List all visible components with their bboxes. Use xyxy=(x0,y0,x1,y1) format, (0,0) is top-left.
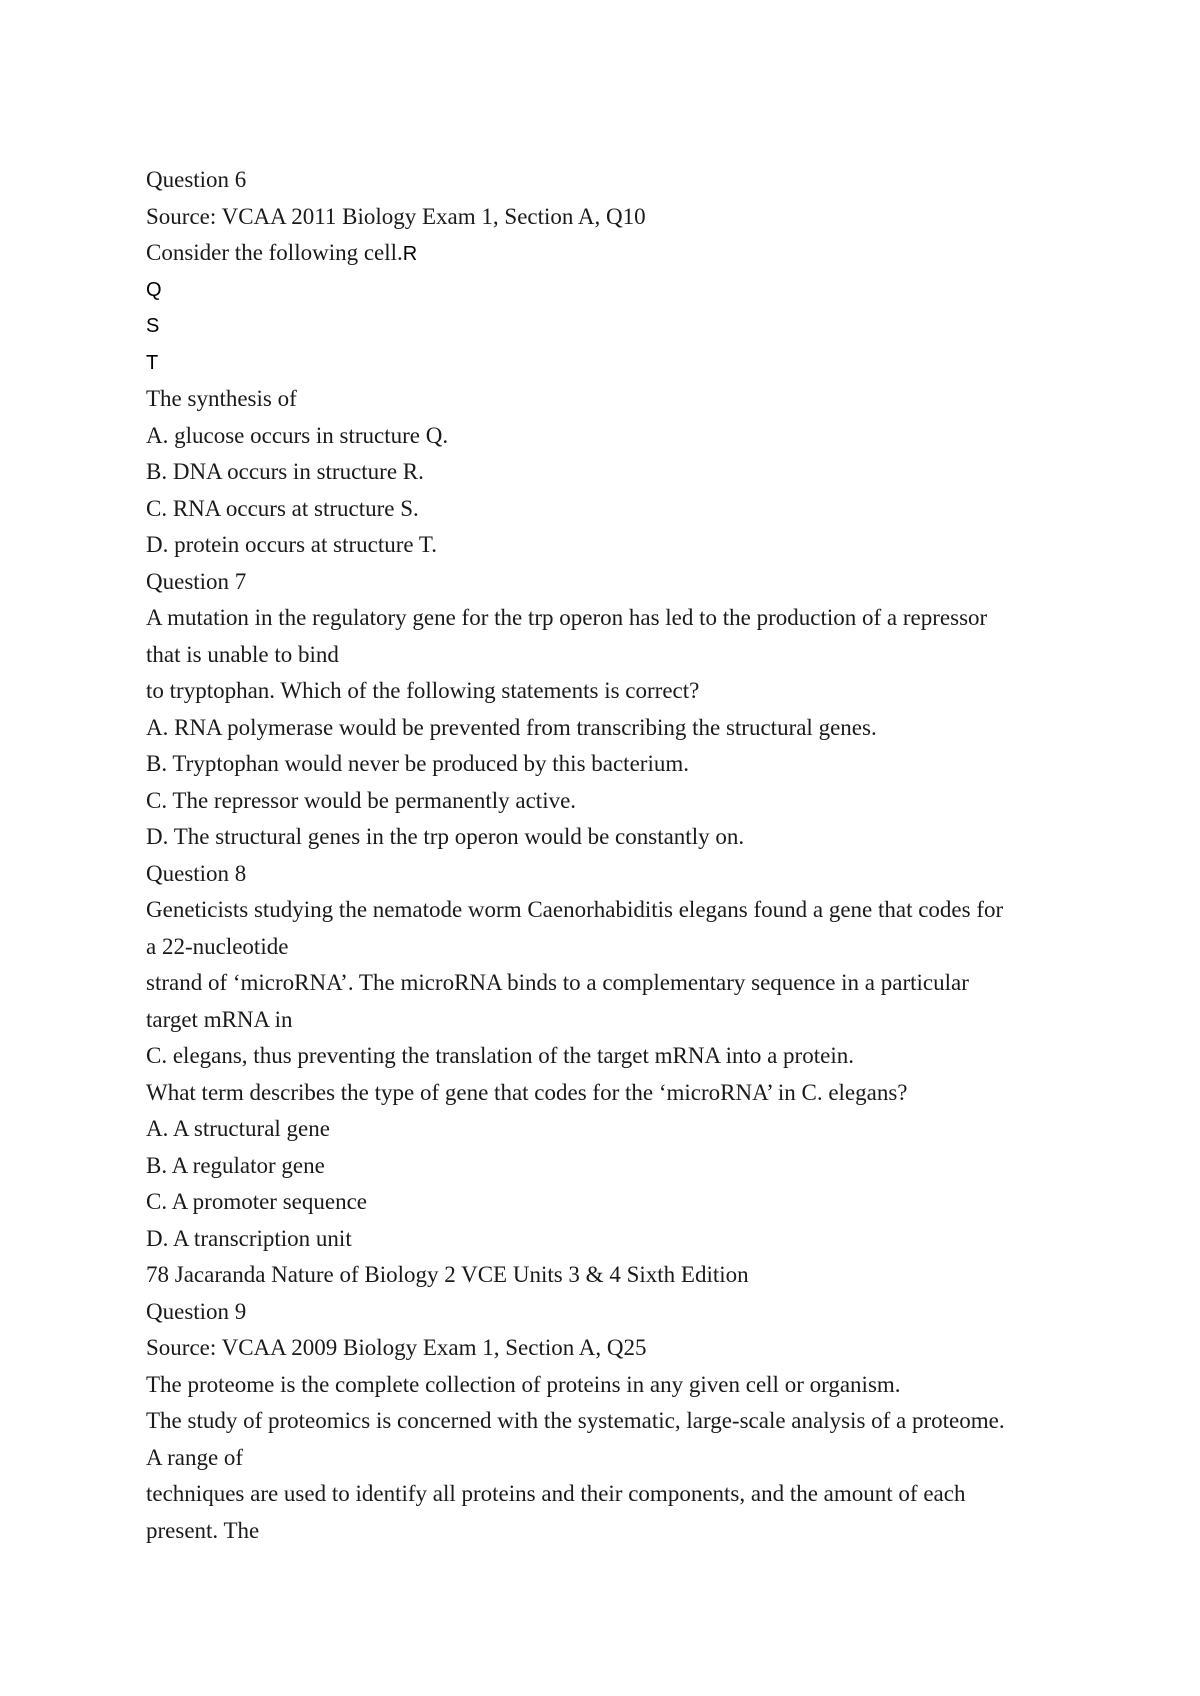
cell-label-t: T xyxy=(146,351,159,374)
question-6-heading: Question 6 xyxy=(146,167,247,192)
question-8-option-a: A. A structural gene xyxy=(146,1116,330,1141)
question-7-option-d: D. The structural genes in the trp operon would be constantly on. xyxy=(146,824,745,849)
question-6-option-c: C. RNA occurs at structure S. xyxy=(146,495,419,521)
question-8-option-b: B. A regulator gene xyxy=(146,1152,325,1178)
question-8-stem-line: What term describes the type of gene that codes for the ‘microRNA’ in C. elegans? xyxy=(146,1079,908,1105)
question-7-option-a: A. RNA polymerase would be prevented from transcribing the structural genes. xyxy=(146,714,877,740)
question-9-stem-line: The proteome is the complete collection of proteins in any given cell or organism. xyxy=(146,1371,901,1397)
question-9-stem-line: techniques are used to identify all proteins and their components, and the amount of each xyxy=(146,1481,966,1506)
question-6-source: Source: VCAA 2011 Biology Exam 1, Section A, Q10 xyxy=(146,203,646,229)
question-7-option-c: C. The repressor would be permanently active. xyxy=(146,787,577,813)
question-7-option-b: B. Tryptophan would never be produced by this bacterium. xyxy=(146,751,689,776)
question-6-option-b: B. DNA occurs in structure R. xyxy=(146,459,424,484)
question-8-stem-line: C. elegans, thus preventing the translation of the target mRNA into a protein. xyxy=(146,1043,854,1068)
cell-label-s: S xyxy=(146,315,160,337)
question-9-heading: Question 9 xyxy=(146,1298,247,1324)
question-6-option-a: A. glucose occurs in structure Q. xyxy=(146,422,449,448)
page-content xyxy=(146,162,1076,1549)
question-8-option-c: C. A promoter sequence xyxy=(146,1189,368,1214)
question-6-stem: The synthesis of xyxy=(146,386,297,411)
cell-label-q: Q xyxy=(146,278,162,301)
question-9-stem-line: A range of xyxy=(146,1444,244,1470)
page-footer: 78 Jacaranda Nature of Biology 2 VCE Units 3 & 4 Sixth Edition xyxy=(146,1262,749,1287)
question-8-stem-line: strand of ‘microRNA’. The microRNA binds to a complementary sequence in a particular xyxy=(146,970,969,995)
question-7-heading: Question 7 xyxy=(146,568,247,594)
question-9-source: Source: VCAA 2009 Biology Exam 1, Section A, Q25 xyxy=(146,1335,647,1360)
question-7-stem-line: to tryptophan. Which of the following statements is correct? xyxy=(146,678,700,703)
question-8-heading: Question 8 xyxy=(146,860,247,886)
cell-label-r: R xyxy=(402,243,418,265)
question-8-stem-line: target mRNA in xyxy=(146,1006,293,1032)
question-9-stem-line: present. The xyxy=(146,1517,260,1543)
question-7-stem-line: A mutation in the regulatory gene for the trp operon has led to the production of a repressor xyxy=(146,605,988,630)
question-6-prompt-text: Consider the following cell. xyxy=(146,240,403,265)
question-8-stem-line: Geneticists studying the nematode worm Caenorhabiditis elegans found a gene that codes for xyxy=(146,897,1004,922)
question-8-stem-line: a 22-nucleotide xyxy=(146,933,289,959)
question-7-stem-line: that is unable to bind xyxy=(146,641,339,667)
question-6-option-d: D. protein occurs at structure T. xyxy=(146,532,438,557)
question-9-stem-line: The study of proteomics is concerned with the systematic, large-scale analysis of a proteome. xyxy=(146,1408,1005,1433)
question-6-prompt xyxy=(146,235,1076,272)
question-8-option-d: D. A transcription unit xyxy=(146,1225,352,1251)
